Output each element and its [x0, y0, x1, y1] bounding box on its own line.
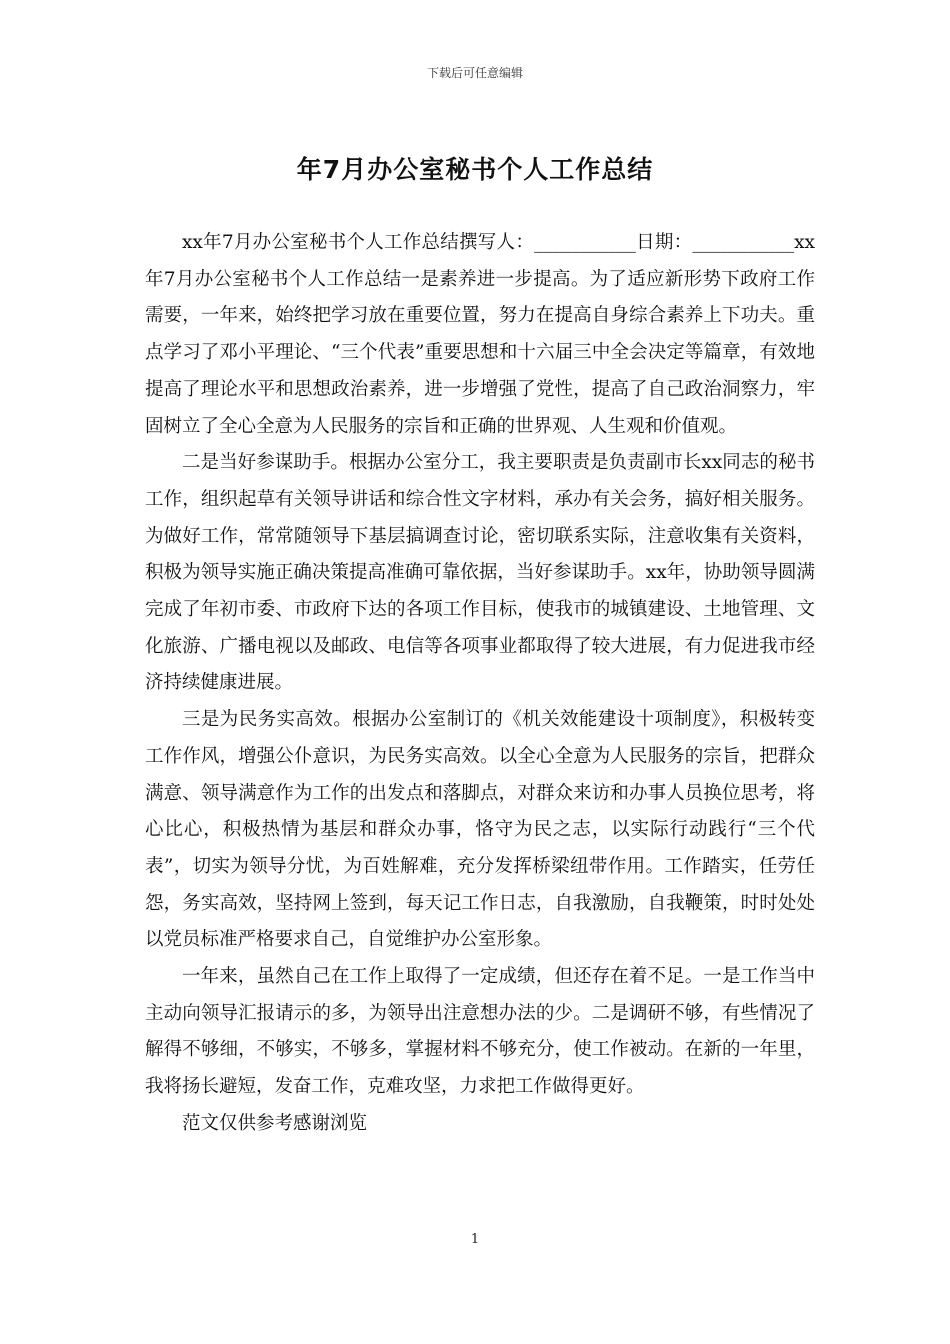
paragraph-4: 一年来，虽然自己在工作上取得了一定成绩，但还存在着不足。一是工作当中主动向领导汇报请示的多，为领导出注意想办法的少。二是调研不够，有些情况了解得不够细，不够实，不够多，掌握材料不够充分，使工作被动。在新的一年里，我将扬长避短，发奋工作，克难攻坚，力求把工作做得更好。: [145, 966, 815, 1098]
paragraph-3: 三是为民务实高效。根据办公室制订的《机关效能建设十项制度》，积极转变工作作风，增强公仆意识，为民务实高效。以全心全意为人民服务的宗旨，把群众满意、领导满意作为工作的出发点和落脚点，对群众来访和办事人员换位思考，将心比心，积极热情为基层和群众办事，恪守为民之志，以实际行动践行“三个代表”，切实为领导分忧，为百姓解难，充分发挥桥梁纽带作用。工作踏实，任劳任怨，务实高效，坚持网上签到，每天记工作日志，自我激励，自我鞭策，时时处处以党员标准严格要求自己，自觉维护办公室形象。: [145, 709, 815, 951]
paragraph-1: xx年7月办公室秘书个人工作总结撰写人：___________日期：___________xx年7月办公室秘书个人工作总结一是素养进一步提高。为了适应新形势下政府工作需要，一年来，始终把学习放在重要位置，努力在提高自身综合素养上下功夫。重点学习了邓小平理论、“三个代表”重要思想和十六届三中全会决定等篇章，有效地提高了理论水平和思想政治素养，进一步增强了党性，提高了自己政治洞察力，牢固树立了全心全意为人民服务的宗旨和正确的世界观、人生观和价值观。: [145, 232, 815, 437]
page-header: 下载后可任意编辑: [426, 66, 523, 80]
page-number: 1: [470, 1232, 480, 1247]
document-body: [145, 225, 815, 1143]
closing-note: 范文仅供参考感谢浏览: [182, 1112, 368, 1134]
document-title: 年7月办公室秘书个人工作总结: [296, 155, 654, 184]
paragraph-2: 二是当好参谋助手。根据办公室分工，我主要职责是负责副市长xx同志的秘书工作，组织起草有关领导讲话和综合性文字材料，承办有关会务，搞好相关服务。为做好工作，常常随领导下基层搞调查讨论，密切联系实际，注意收集有关资料，积极为领导实施正确决策提高准确可靠依据，当好参谋助手。xx年，协助领导圆满完成了年初市委、市政府下达的各项工作目标，使我市的城镇建设、土地管理、文化旅游、广播电视以及邮政、电信等各项事业都取得了较大进展，有力促进我市经济持续健康进展。: [145, 452, 815, 694]
